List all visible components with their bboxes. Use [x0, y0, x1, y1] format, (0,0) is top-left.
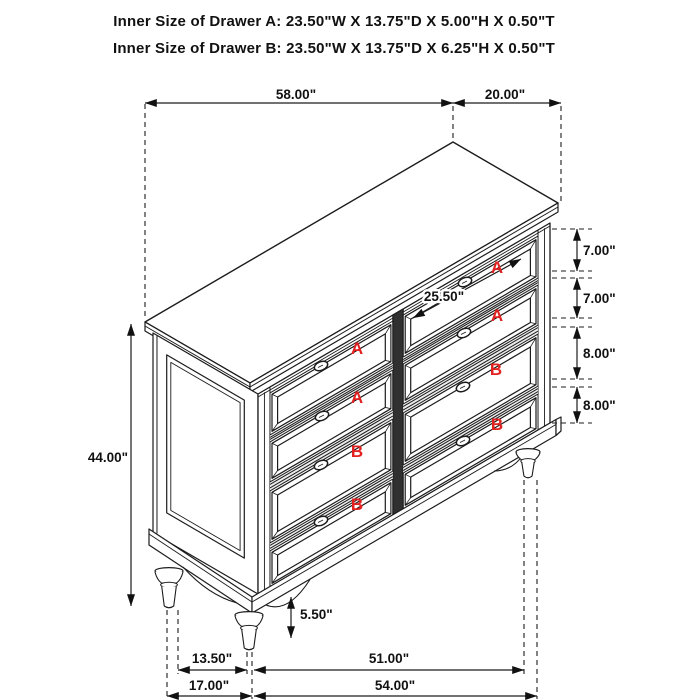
dim-top-depth-label: 20.00" [484, 87, 526, 102]
dim-drawer1-height-label: 7.00" [583, 243, 616, 258]
dim-overall-height-label: 44.00" [87, 450, 128, 465]
drawer-label-left-1: A [350, 339, 364, 358]
dim-drawer4-height-label: 8.00" [583, 398, 616, 413]
title-drawer-a-size: Inner Size of Drawer A: 23.50"W X 13.75"D X 5.00"H X 0.50"T [113, 13, 555, 30]
dim-drawer-width-label: 25.50" [423, 289, 465, 304]
drawer-label-left-4: B [350, 495, 364, 514]
title-drawer-b-size: Inner Size of Drawer B: 23.50"W X 13.75"D X 6.25"H X 0.50"T [112, 40, 556, 57]
dim-leg-height-label: 5.50" [300, 607, 333, 622]
drawer-label-right-3: B [489, 360, 503, 379]
dim-drawer2-height-label: 7.00" [583, 291, 616, 306]
drawer-label-right-2: A [490, 306, 504, 325]
drawer-label-right-4: B [490, 415, 504, 434]
drawer-label-right-1: A [490, 258, 504, 277]
dim-front-leg-span-label: 51.00" [368, 651, 410, 666]
dim-front-leg-offset-label: 13.50" [191, 651, 233, 666]
dim-drawer3-height-label: 8.00" [583, 346, 616, 361]
dim-base-width-label: 54.00" [374, 678, 416, 693]
dim-top-width-label: 58.00" [275, 87, 317, 102]
dim-side-leg-span-label: 17.00" [188, 678, 230, 693]
drawer-label-left-3: B [350, 442, 364, 461]
drawer-label-left-2: A [350, 388, 364, 407]
